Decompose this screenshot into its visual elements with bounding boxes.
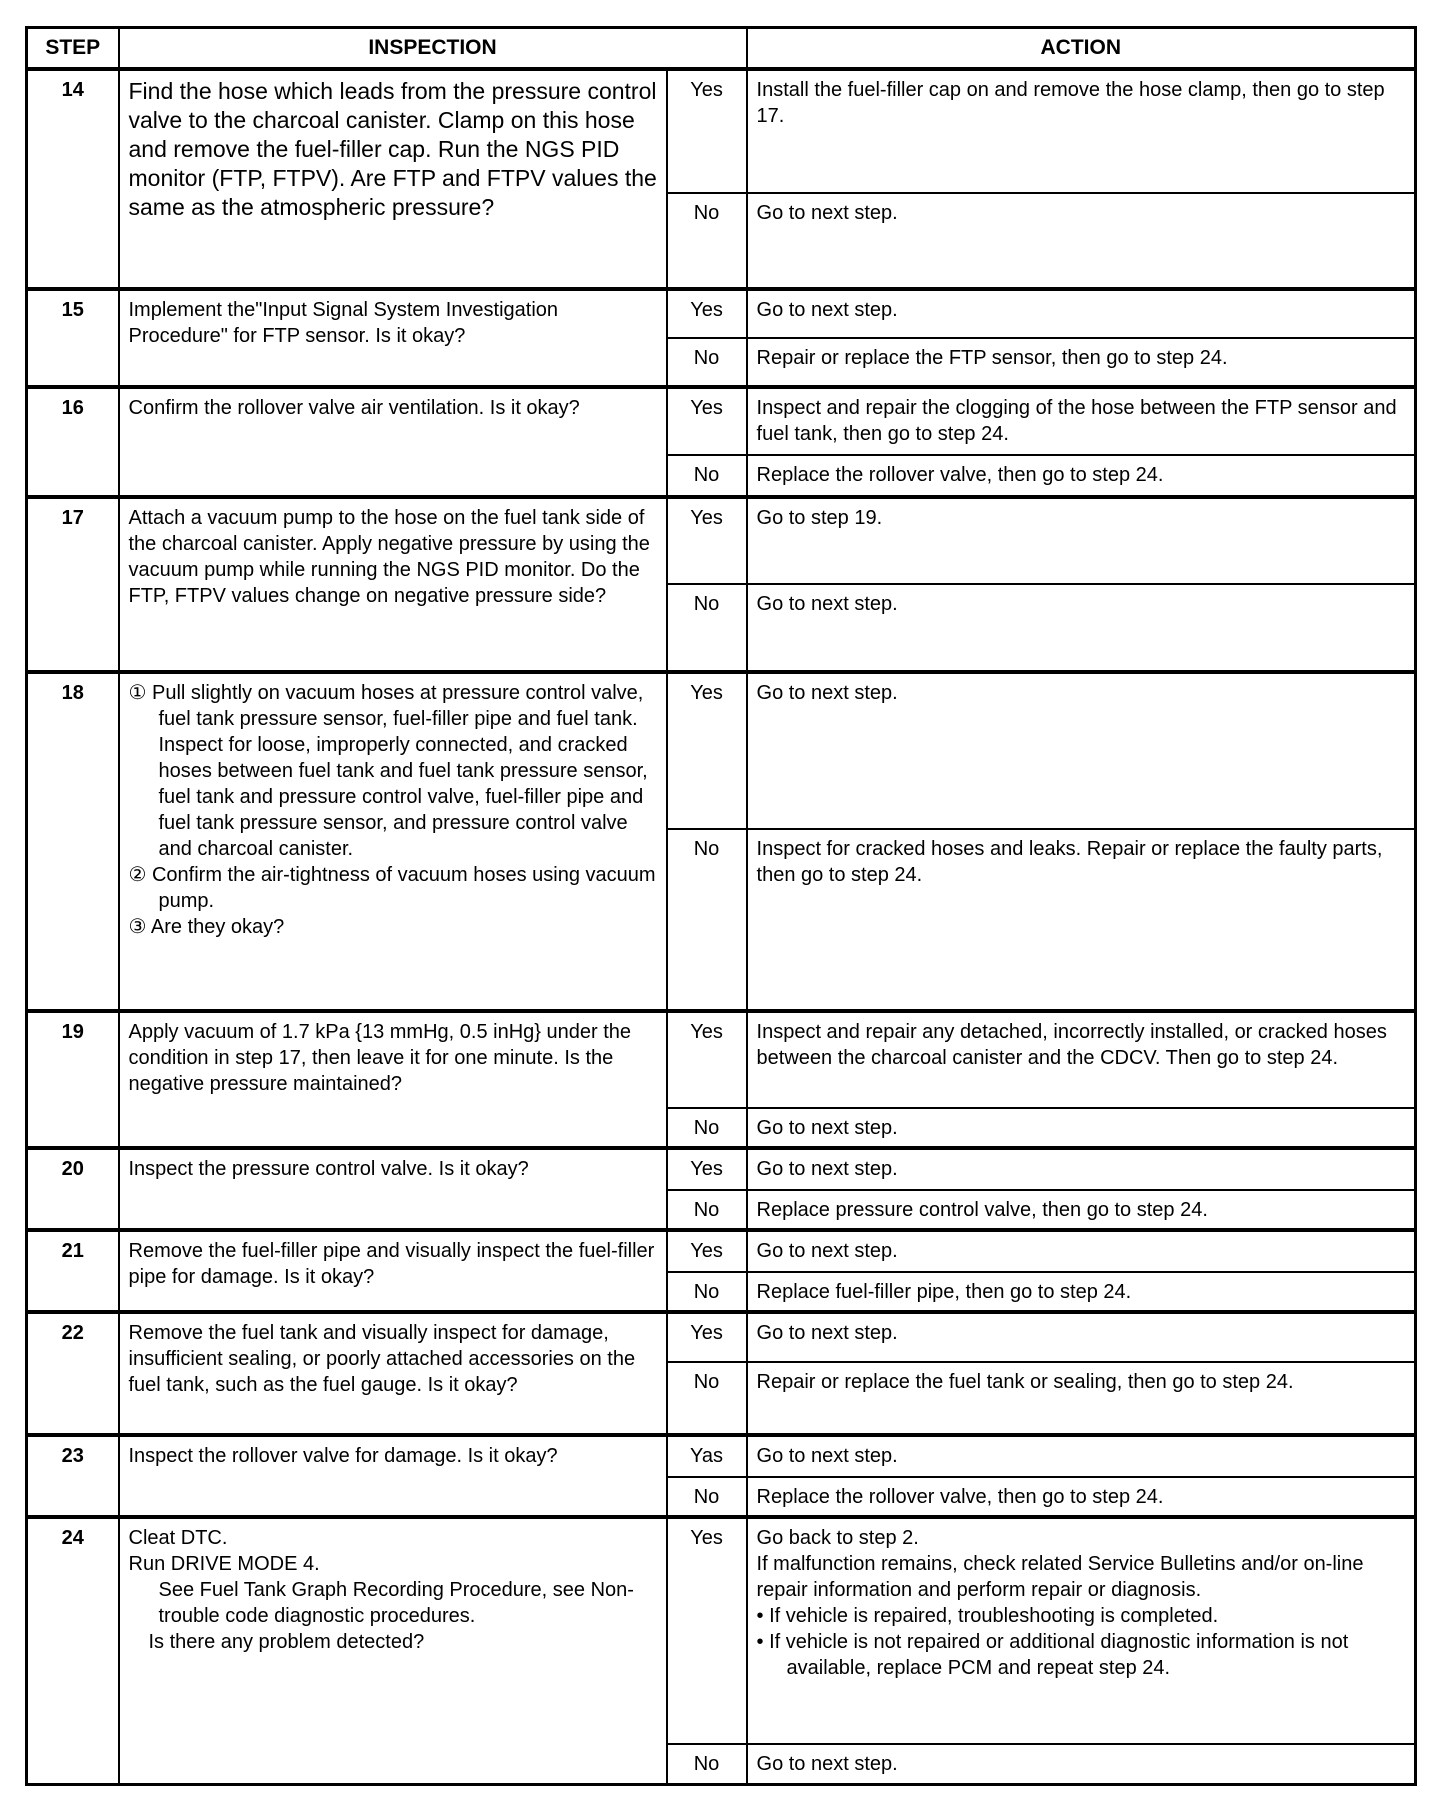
action-text: Go to next step. [756,299,898,321]
action-text: Go to next step. [756,1117,898,1139]
inspection-text: ② Confirm the air-tightness of vacuum hoses using vacuum pump. [128,864,656,912]
step-number: 18 [27,672,119,1011]
table-row [27,672,1416,829]
no-action [747,1190,1416,1230]
inspection-text: Implement the"Input Signal System Investigation Procedure" for FTP sensor. Is it okay? [128,299,559,347]
no-action [747,1477,1416,1517]
action-text: Inspect and repair the clogging of the hose between the FTP sensor and fuel tank, then go to step 24. [756,397,1397,445]
step-number: 16 [27,387,119,497]
table-row [27,1435,1416,1477]
action-text: Replace fuel-filler pipe, then go to step 24. [756,1281,1132,1303]
action-text: Go to next step. [756,202,898,224]
header-action: ACTION [747,28,1416,70]
no-action [747,584,1416,672]
yes-label: Yes [667,289,747,338]
inspection-text: Inspect the pressure control valve. Is it okay? [128,1158,529,1180]
no-label: No [667,455,747,497]
yes-label: Yes [667,497,747,584]
inspection-text: Find the hose which leads from the pressure control valve to the charcoal canister. Clamp on this hose and remove the fuel-filler cap. Run the NGS PID monitor (FTP, FTPV). Are FTP and FTPV values the same as the atmospheric pressure? [128,78,657,220]
inspection-text: Apply vacuum of 1.7 kPa {13 mmHg, 0.5 inHg} under the condition in step 17, then leave it for one minute. Is the negative pressure maintained? [128,1021,632,1095]
table-row [27,1517,1416,1744]
inspection-text: ① Pull slightly on vacuum hoses at pressure control valve, fuel tank pressure sensor, fuel-filler pipe and fuel tank. Inspect for loose, improperly connected, and cracked hoses between fuel tank and fuel tank pressure sensor, fuel tank and pressure control valve, fuel-filler pipe and fuel tank pressure sensor, and pressure control valve and charcoal canister. [128,682,648,860]
step-number: 23 [27,1435,119,1517]
inspection-text: Attach a vacuum pump to the hose on the fuel tank side of the charcoal canister. Apply negative pressure by using the vacuum pump while running the NGS PID monitor. Do the FTP, FTPV values change on negative pressure side? [128,507,650,607]
inspection-cell [119,497,667,672]
action-text: Replace the rollover valve, then go to step 24. [756,464,1164,486]
inspection-text: Inspect the rollover valve for damage. Is it okay? [128,1445,558,1467]
action-text: Go to next step. [756,593,898,615]
yes-label: Yes [667,1517,747,1744]
table-row [27,387,1416,455]
no-label: No [667,338,747,387]
inspection-text: Cleat DTC. [128,1527,228,1549]
inspection-cell [119,1011,667,1148]
step-number: 24 [27,1517,119,1784]
yes-action [747,1517,1416,1744]
action-text: Replace pressure control valve, then go to step 24. [756,1199,1208,1221]
inspection-cell [119,69,667,289]
action-text: Repair or replace the FTP sensor, then go to step 24. [756,347,1228,369]
no-label: No [667,584,747,672]
action-text: • If vehicle is not repaired or additional diagnostic information is not available, replace PCM and repeat step 24. [756,1631,1349,1679]
no-label: No [667,1272,747,1312]
action-text: If malfunction remains, check related Service Bulletins and/or on-line repair information and perform repair or diagnosis. [756,1553,1364,1601]
inspection-cell [119,1148,667,1230]
table-row [27,1011,1416,1108]
step-number: 15 [27,289,119,387]
yes-action [747,497,1416,584]
table-row [27,1312,1416,1362]
step-number: 14 [27,69,119,289]
step-number: 17 [27,497,119,672]
inspection-text: Is there any problem detected? [148,1631,425,1653]
inspection-cell [119,1312,667,1435]
no-label: No [667,1190,747,1230]
yes-label: Yes [667,1011,747,1108]
inspection-cell [119,672,667,1011]
no-label: No [667,1744,747,1784]
header-step: STEP [27,28,119,70]
table-row [27,1148,1416,1190]
no-action [747,193,1416,289]
inspection-text: Confirm the rollover valve air ventilation. Is it okay? [128,397,580,419]
yes-action [747,1435,1416,1477]
action-text: • If vehicle is repaired, troubleshooting is completed. [756,1605,1219,1627]
inspection-text: Run DRIVE MODE 4. [128,1553,320,1575]
yes-action [747,289,1416,338]
no-action [747,1744,1416,1784]
table-row [27,1230,1416,1272]
no-label: No [667,193,747,289]
yes-action [747,1312,1416,1362]
action-text: Go to next step. [756,682,898,704]
yes-action [747,1230,1416,1272]
no-action [747,1362,1416,1435]
no-label: No [667,829,747,1011]
yes-label: Yes [667,1312,747,1362]
action-text: Go to next step. [756,1445,898,1467]
inspection-cell [119,1517,667,1784]
step-number: 22 [27,1312,119,1435]
inspection-text: Remove the fuel-filler pipe and visually inspect the fuel-filler pipe for damage. Is it okay? [128,1240,655,1288]
inspection-text: See Fuel Tank Graph Recording Procedure, see Non-trouble code diagnostic procedures. [158,1579,634,1627]
action-text: Go to next step. [756,1753,898,1775]
yes-action [747,1011,1416,1108]
table-row [27,497,1416,584]
no-action [747,455,1416,497]
yes-action [747,1148,1416,1190]
yes-action [747,69,1416,193]
no-label: No [667,1108,747,1148]
action-text: Go to next step. [756,1158,898,1180]
no-label: No [667,1362,747,1435]
inspection-cell [119,1435,667,1517]
step-number: 20 [27,1148,119,1230]
no-action [747,1272,1416,1312]
table-row [27,69,1416,193]
no-action [747,829,1416,1011]
table-header [27,28,1416,70]
yes-action [747,387,1416,455]
yes-action [747,672,1416,829]
yes-label: Yes [667,1148,747,1190]
action-text: Repair or replace the fuel tank or sealing, then go to step 24. [756,1371,1294,1393]
inspection-cell [119,1230,667,1312]
inspection-cell [119,387,667,497]
no-action [747,1108,1416,1148]
action-text: Go back to step 2. [756,1527,919,1549]
action-text: Install the fuel-filler cap on and remove the hose clamp, then go to step 17. [756,79,1385,127]
yes-label: Yes [667,672,747,829]
inspection-text: ③ Are they okay? [128,916,285,938]
yes-label: Yes [667,1230,747,1272]
action-text: Inspect for cracked hoses and leaks. Repair or replace the faulty parts, then go to step 24. [756,838,1383,886]
table-row [27,289,1416,338]
action-text: Inspect and repair any detached, incorrectly installed, or cracked hoses between the charcoal canister and the CDCV. Then go to step 24. [756,1021,1387,1069]
action-text: Go to step 19. [756,507,883,529]
inspection-text: Remove the fuel tank and visually inspect for damage, insufficient sealing, or poorly attached accessories on the fuel tank, such as the fuel gauge. Is it okay? [128,1322,636,1396]
action-text: Replace the rollover valve, then go to step 24. [756,1486,1164,1508]
no-label: No [667,1477,747,1517]
action-text: Go to next step. [756,1322,898,1344]
yes-label: Yes [667,387,747,455]
no-action [747,338,1416,387]
inspection-cell [119,289,667,387]
action-text: Go to next step. [756,1240,898,1262]
header-inspection: INSPECTION [119,28,747,70]
step-number: 21 [27,1230,119,1312]
yes-label: Yas [667,1435,747,1477]
troubleshooting-table [25,26,1417,1786]
yes-label: Yes [667,69,747,193]
step-number: 19 [27,1011,119,1148]
